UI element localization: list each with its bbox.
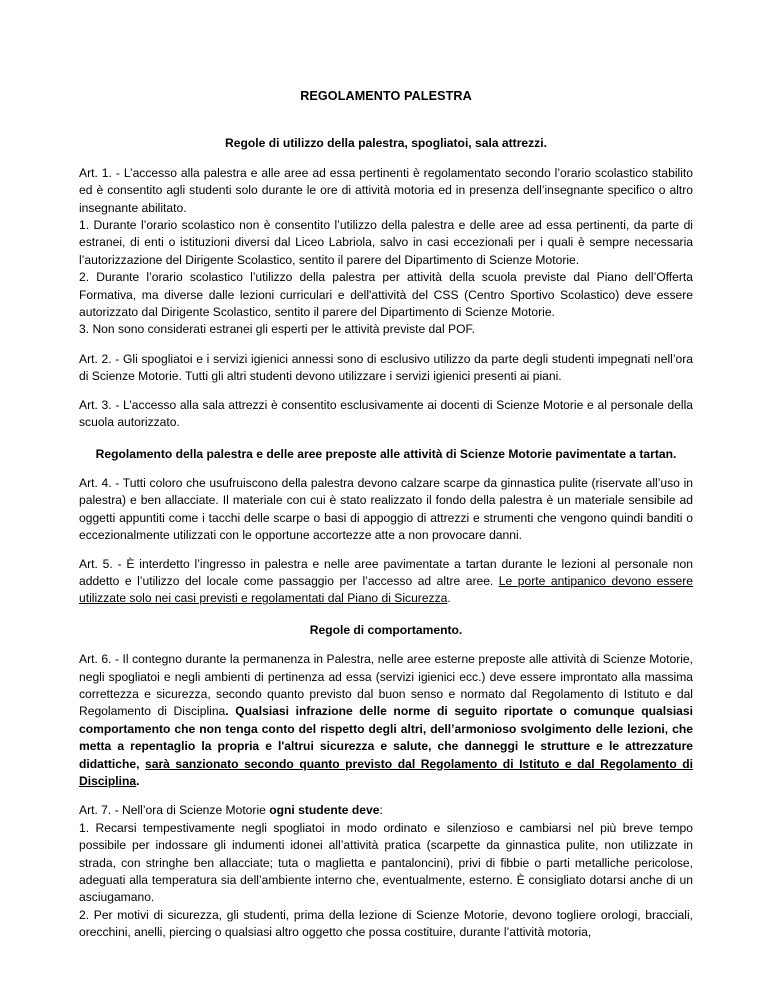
- article-7-intro-start: Art. 7. - Nell’ora di Scienze Motorie: [79, 803, 270, 818]
- article-5: [79, 556, 693, 608]
- article-7-item-1: 1. Recarsi tempestivamente negli spogliatoi in modo ordinato e silenzioso e cambiarsi nel più breve tempo possibile per indossare gli indumenti idonei all’attività pratica (scarpette da ginnastica pulite, non utilizzate in strada, con stringhe ben allacciate; tuta o maglietta e pantaloncini), privi di fibbie o parti metalliche pericolose, adeguati alla temperatura sia dell’ambiente interno che, eventualmente, esterno. È consigliato dotarsi anche di un asciugamano.: [79, 820, 693, 905]
- article-1-item-1: 1. Durante l’orario scolastico non è consentito l’utilizzo della palestra e delle aree ad essa pertinenti, da parte di estranei, di enti o istituzioni diversi dal Liceo Labriola, salvo in casi eccezionali per i quali è sempre necessaria l’autorizzazione del Dirigente Scolastico, sentito il parere del Dipartimento di Scienze Motorie.: [79, 218, 693, 267]
- article-7-intro: [79, 802, 693, 819]
- article-6-bold-underlined-text: sarà sanzionato secondo quanto previsto dal Regolamento di Istituto e dal Regolamento di Disciplina: [79, 756, 693, 788]
- article-7-intro-end: :: [379, 803, 383, 818]
- article-6: [79, 651, 693, 790]
- article-1-item-3: 3. Non sono considerati estranei gli esperti per le attività previste dal POF.: [79, 322, 475, 337]
- article-2: Art. 2. - Gli spogliatoi e i servizi igienici annessi sono di esclusivo utilizzo da parte degli studenti impegnati nell’ora di Scienze Motorie. Tutti gli altri studenti devono utilizzare i servizi igienici presenti ai piani.: [79, 351, 693, 384]
- article-4: Art. 4. - Tutti coloro che usufruiscono della palestra devono calzare scarpe da ginnastica pulite (riservate all’uso in palestra) e ben allacciate. Il materiale con cui è stato realizzato il fondo della palestra è un materiale sensibile ad oggetti appuntiti come i tacchi delle scarpe o basi di appoggio di attrezzi e strumenti che vengono quindi banditi o eccezionalmente utilizzati con le opportune accortezze atte a non provocare danni.: [79, 475, 693, 543]
- article-1-item-2: 2. Durante l’orario scolastico l’utilizzo della palestra per attività della scuola previste dal Piano dell’Offerta Formativa, ma diverse dalle lezioni curriculari e dell'attività del CSS (Centro Sportivo Scolastico) deve essere autorizzato dal Dirigente Scolastico, sentito il parere del Dipartimento di Scienze Motorie.: [79, 270, 693, 320]
- article-3: Art. 3. - L’accesso alla sala attrezzi è consentito esclusivamente ai docenti di Scienze Motorie e al personale della scuola autorizzato.: [79, 397, 693, 430]
- article-7: [79, 802, 693, 941]
- article-6-end: .: [136, 774, 140, 788]
- article-7-item-2: 2. Per motivi di sicurezza, gli studenti, prima della lezione di Scienze Motorie, devono togliere orologi, bracciali, orecchini, anelli, piercing o qualsiasi altro oggetto che possa costituire, durante l’attività motoria,: [79, 907, 693, 940]
- section-heading-tartan-rules: Regolamento della palestra e delle aree preposte alle attività di Scienze Motorie pavimentate a tartan.: [95, 446, 677, 461]
- section-heading-behavior-rules: Regole di comportamento.: [309, 622, 463, 637]
- article-6-bold-text: . Qualsiasi infrazione delle norme di seguito riportate o comunque qualsiasi comportamento che non tenga conto del rispetto degli altri, dell’armonioso svolgimento delle lezioni, che metta a repentaglio la propria e l'altrui sicurezza e salute, che danneggi le strutture e le attrezzature didattiche,: [79, 704, 693, 771]
- page-title: REGOLAMENTO PALESTRA: [300, 89, 472, 103]
- article-5-end: .: [447, 591, 451, 606]
- article-5-underlined-text: Le porte antipanico devono essere utilizzate solo nei casi previsti e regolamentati dal Piano di Sicurezza: [79, 573, 693, 606]
- article-1: [79, 165, 693, 339]
- article-7-intro-bold: ogni studente deve: [269, 803, 380, 818]
- article-6-text: Art. 6. - Il contegno durante la permanenza in Palestra, nelle aree esterne preposte alle attività di Scienze Motorie, negli spogliatoi e negli ambienti di pertinenza ad essa (servizi igienici ecc.) deve essere improntato alla massima correttezza e sicurezza, secondo quanto previsto dal buon senso e normato dal Regolamento di Istituto e dal Regolamento di Disciplina: [79, 652, 693, 719]
- article-1-intro: Art. 1. - L’accesso alla palestra e alle aree ad essa pertinenti è regolamentato secondo l’orario scolastico stabilito ed è consentito agli studenti solo durante le ore di attività motoria ed in presenza dell’insegnante specifico o altro insegnante abilitato.: [79, 165, 693, 215]
- section-heading-usage-rules: Regole di utilizzo della palestra, spogliatoi, sala attrezzi.: [225, 136, 547, 151]
- article-5-text: Art. 5. - È interdetto l’ingresso in palestra e nelle aree pavimentate a tartan durante le lezioni al personale non addetto e l’utilizzo del locale come passaggio per l’accesso ad altre aree.: [79, 556, 693, 588]
